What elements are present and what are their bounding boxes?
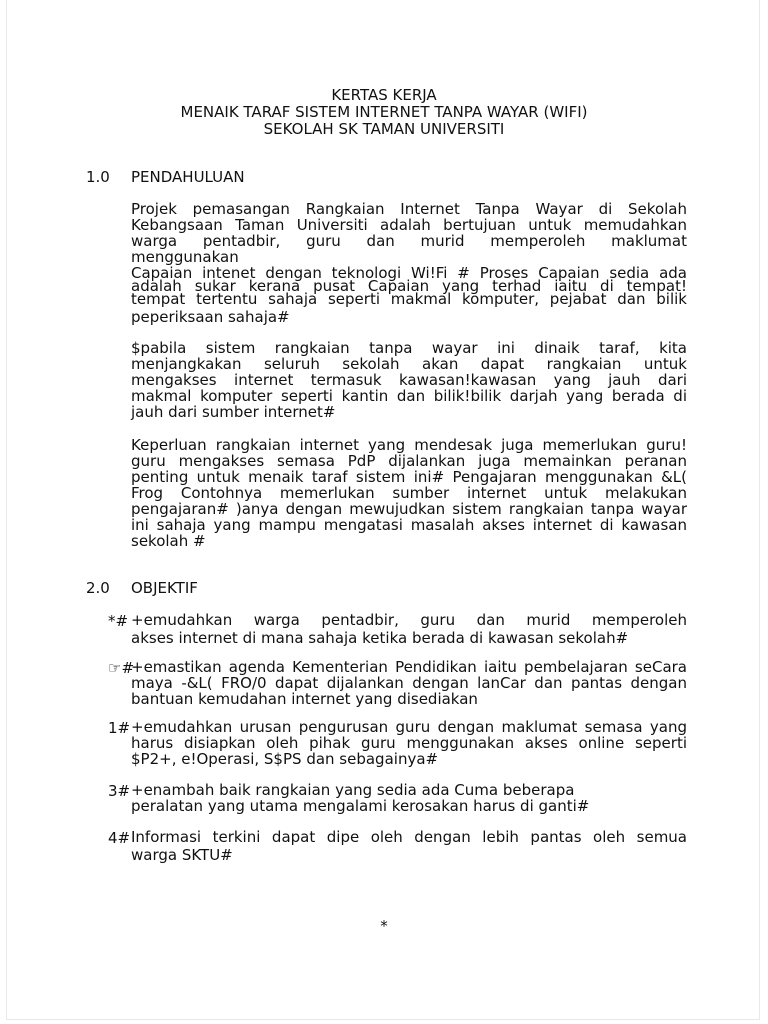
text-line: ini sahaja yang mampu mengatasi masalah akses internet di kawasan (131, 516, 687, 534)
text-line: makmal komputer seperti kantin dan bilik!bilik darjah yang berada di (131, 387, 687, 405)
objective-3-text (131, 719, 687, 767)
section-2-title: OBJEKTIF (131, 579, 198, 597)
text-line: +emudahkan urusan pengurusan guru dengan maklumat semasa yang (131, 718, 687, 736)
text-line: peperiksaan sahaja# (131, 308, 290, 326)
text-line: pengajaran# )anya dengan mewujudkan sistem rangkaian tanpa wayar (131, 500, 687, 518)
objective-1-text (131, 612, 687, 646)
text-line: maya -&L( FRO/0 dapat dijalankan dengan lanCar dan pantas dengan (131, 674, 687, 692)
section-1-paragraph-3 (131, 437, 687, 549)
text-line: $P2+, e!Operasi, S$PS dan sebagainya# (131, 750, 439, 768)
doc-school-name: SEKOLAH SK TAMAN UNIVERSITI (263, 120, 505, 138)
section-2-number: 2.0 (86, 579, 110, 597)
objective-2-text (131, 659, 687, 707)
text-line: warga SKTU# (131, 846, 233, 864)
section-1-number: 1.0 (86, 168, 110, 186)
text-line: $pabila sistem rangkaian tanpa wayar ini dinaik taraf, kita (131, 339, 687, 357)
text-line: adalah sukar kerana pusat Capaian yang terhad iaitu di tempat! (131, 277, 687, 295)
objective-2-number: ☞# (108, 659, 135, 677)
objective-5-text (131, 829, 687, 863)
text-line: warga pentadbir, guru dan murid memperoleh maklumat (131, 232, 687, 250)
text-line: peralatan yang utama mengalami kerosakan harus di ganti# (131, 797, 590, 815)
section-1-paragraph-1 (131, 201, 687, 325)
text-line: harus disiapkan oleh pihak guru menggunakan akses online seperti (131, 734, 687, 752)
text-line: +emastikan agenda Kementerian Pendidikan iaitu pembelajaran seCara (131, 658, 687, 676)
doc-title: KERTAS KERJA (331, 86, 437, 104)
text-line: menjangkakan seluruh sekolah akan dapat rangkaian untuk (131, 355, 687, 373)
text-line: Frog Contohnya memerlukan sumber internet untuk melakukan (131, 484, 687, 502)
section-1-title: PENDAHULUAN (131, 168, 245, 186)
text-line: guru mengakses semasa PdP dijalankan juga memainkan peranan (131, 452, 687, 470)
section-1-paragraph-2 (131, 340, 687, 420)
text-line: Capaian intenet dengan teknologi Wi!Fi # Proses Capaian sedia ada (131, 264, 687, 282)
text-line: Kebangsaan Taman Universiti adalah bertujuan untuk memudahkan (131, 216, 687, 234)
objective-4-number: 3# (108, 782, 131, 800)
objective-3-number: 1# (108, 719, 131, 737)
text-line: penting untuk menaik taraf sistem ini# Pengajaran menggunakan &L( (131, 468, 687, 486)
text-line: akses internet di mana sahaja ketika berada di kawasan sekolah# (131, 629, 629, 647)
text-line: Projek pemasangan Rangkaian Internet Tanpa Wayar di Sekolah (131, 200, 687, 218)
text-line: tempat tertentu sahaja seperti makmal komputer, pejabat dan bilik (131, 290, 687, 308)
text-line: +enambah baik rangkaian yang sedia ada Cuma beberapa (131, 781, 575, 799)
text-line: menggunakan (131, 248, 239, 266)
objective-4-text (131, 782, 687, 814)
objective-5-number: 4# (108, 829, 131, 847)
page-number-mark: * (380, 917, 388, 935)
doc-subtitle: MENAIK TARAF SISTEM INTERNET TANPA WAYAR (WIFI) (180, 103, 588, 121)
text-line: Informasi terkini dapat dipe oleh dengan lebih pantas oleh semua (131, 828, 687, 846)
objective-1-number: *# (108, 612, 129, 630)
text-line: bantuan kemudahan internet yang disediakan (131, 690, 478, 708)
text-line: +emudahkan warga pentadbir, guru dan murid memperoleh (131, 611, 687, 629)
text-line: Keperluan rangkaian internet yang mendesak juga memerlukan guru! (131, 436, 687, 454)
text-line: jauh dari sumber internet# (131, 403, 336, 421)
text-line: sekolah # (131, 532, 206, 550)
text-line: mengakses internet termasuk kawasan!kawasan yang jauh dari (131, 371, 687, 389)
